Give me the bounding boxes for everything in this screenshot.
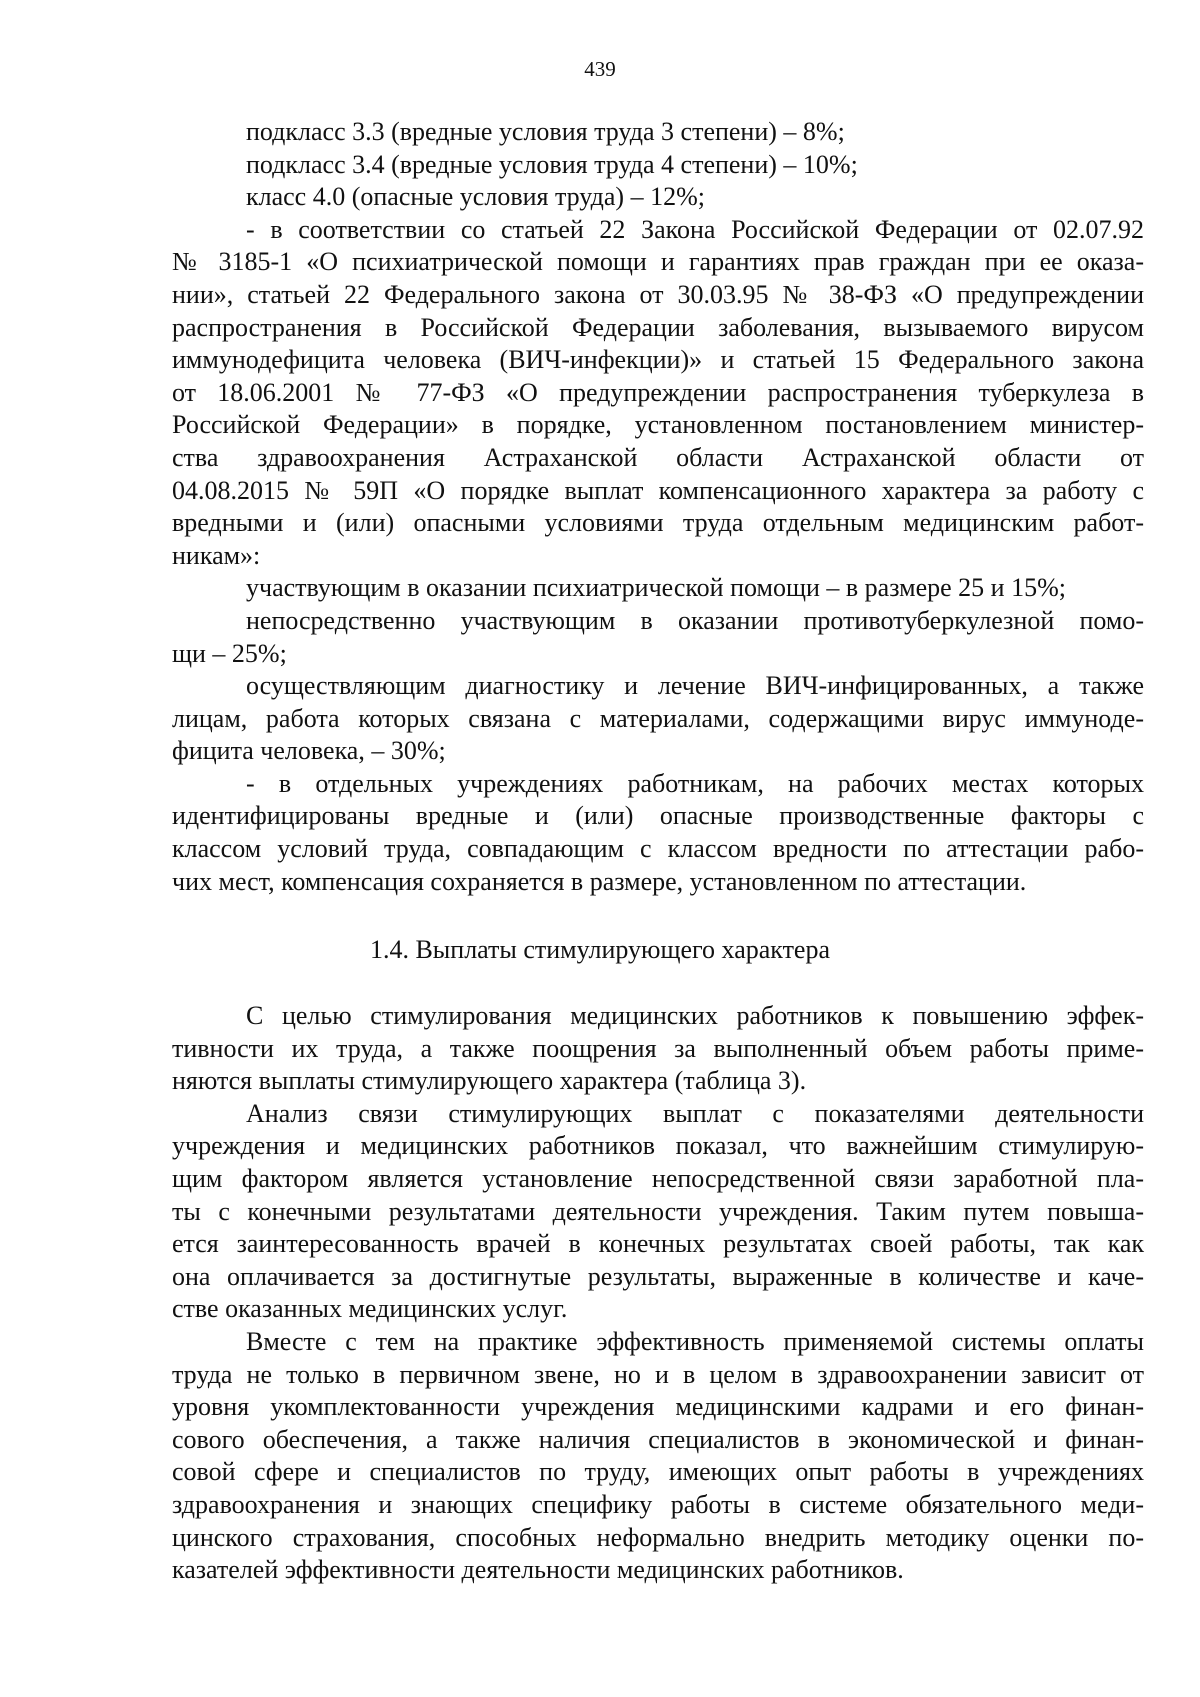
text-line: классом условий труда, совпадающим с классом вредности по аттестации рабо- <box>172 834 1144 864</box>
text-line: ется заинтересованность врачей в конечных результатах своей работы, так как <box>172 1229 1144 1259</box>
text-line: никам»: <box>172 540 261 570</box>
text-line: ства здравоохранения Астраханской области Астраханской области от <box>172 442 1144 472</box>
paragraph-psychiatric <box>172 572 1144 605</box>
body-text-top <box>172 116 1144 898</box>
text-line: от 18.06.2001 № 77-ФЗ «О предупреждении распространения туберкулеза в <box>172 377 1144 407</box>
text-line: распространения в Российской Федерации заболевания, вызываемого вирусом <box>172 312 1144 342</box>
list-item: подкласс 3.3 (вредные условия труда 3 степени) – 8%; <box>246 117 845 146</box>
text-line: сового обеспечения, а также наличия специалистов в экономической и финан- <box>172 1424 1144 1454</box>
text-line: щи – 25%; <box>172 638 287 668</box>
text-line: няются выплаты стимулирующего характера (таблица 3). <box>172 1066 807 1096</box>
text-line: уровня укомплектованности учреждения медицинскими кадрами и его финан- <box>172 1392 1144 1422</box>
text-line: чих мест, компенсация сохраняется в размере, установленном по аттестации. <box>172 866 1027 896</box>
list-item: подкласс 3.4 (вредные условия труда 4 степени) – 10%; <box>246 149 858 179</box>
text-line: иммунодефицита человека (ВИЧ-инфекции)» и статьей 15 Федерального закона <box>172 345 1144 375</box>
paragraph-stimulus-intro <box>172 1000 1144 1098</box>
text-line: казателей эффективности деятельности медицинских работников. <box>172 1555 904 1585</box>
paragraph-law-references <box>172 214 1144 573</box>
text-line: цинского страхования, способных неформально внедрить методику оценки по- <box>172 1522 1144 1552</box>
text-line: нии», статьей 22 Федерального закона от 30.03.95 № 38-ФЗ «О предупреждении <box>172 279 1144 309</box>
text-line: идентифицированы вредные и (или) опасные производственные факторы с <box>172 801 1144 831</box>
text-line: тивности их труда, а также поощрения за выполненный объем работы приме- <box>172 1033 1144 1063</box>
text-line: вредными и (или) опасными условиями труда отдельным медицинским работ- <box>172 508 1144 538</box>
text-line: здравоохранения и знающих специфику работы в системе обязательного меди- <box>172 1489 1144 1519</box>
text-line: совой сфере и специалистов по труду, имеющих опыт работы в учреждениях <box>172 1457 1144 1487</box>
text-line: 04.08.2015 № 59П «О порядке выплат компенсационного характера за работу с <box>172 475 1144 505</box>
text-line: № 3185-1 «О психиатрической помощи и гарантиях прав граждан при ее оказа- <box>172 247 1144 277</box>
text-line: фицита человека, – 30%; <box>172 736 446 766</box>
page-number: 439 <box>584 57 616 81</box>
paragraph-efficiency <box>172 1326 1144 1587</box>
text-line: ты с конечными результатами деятельности учреждения. Таким путем повыша- <box>172 1196 1144 1226</box>
hazard-class-list <box>172 116 1144 214</box>
text-line: Анализ связи стимулирующих выплат с показателями деятельности <box>246 1098 1144 1128</box>
text-line: - в соответствии со статьей 22 Закона Российской Федерации от 02.07.92 <box>246 214 1144 244</box>
text-line: лицам, работа которых связана с материалами, содержащими вирус иммуноде- <box>172 703 1144 733</box>
text-line: она оплачивается за достигнутые результаты, выраженные в количестве и каче- <box>172 1261 1144 1291</box>
text-line: Российской Федерации» в порядке, установленном постановлением министер- <box>172 410 1144 440</box>
paragraph-hiv <box>172 670 1144 768</box>
section-heading: 1.4. Выплаты стимулирующего характера <box>369 935 831 964</box>
text-line: участвующим в оказании психиатрической помощи – в размере 25 и 15%; <box>246 573 1066 603</box>
text-line: учреждения и медицинских работников показал, что важнейшим стимулирую- <box>172 1131 1144 1161</box>
text-line: осуществляющим диагностику и лечение ВИЧ-инфицированных, а также <box>246 671 1144 701</box>
text-line: труда не только в первичном звене, но и в целом в здравоохранении зависит от <box>172 1359 1144 1389</box>
text-line: С целью стимулирования медицинских работников к повышению эффек- <box>246 1001 1144 1030</box>
list-item: класс 4.0 (опасные условия труда) – 12%; <box>246 182 705 212</box>
paragraph-workplace-certification <box>172 768 1144 898</box>
text-line: непосредственно участвующим в оказании противотуберкулезной помо- <box>246 605 1144 635</box>
text-line: Вместе с тем на практике эффективность применяемой системы оплаты <box>246 1326 1144 1356</box>
text-line: - в отдельных учреждениях работникам, на рабочих местах которых <box>246 768 1144 798</box>
text-line: стве оказанных медицинских услуг. <box>172 1294 568 1324</box>
body-text-bottom <box>172 1000 1144 1587</box>
text-line: щим фактором является установление непосредственной связи заработной пла- <box>172 1163 1144 1193</box>
paragraph-analysis <box>172 1098 1144 1326</box>
paragraph-tuberculosis <box>172 605 1144 670</box>
